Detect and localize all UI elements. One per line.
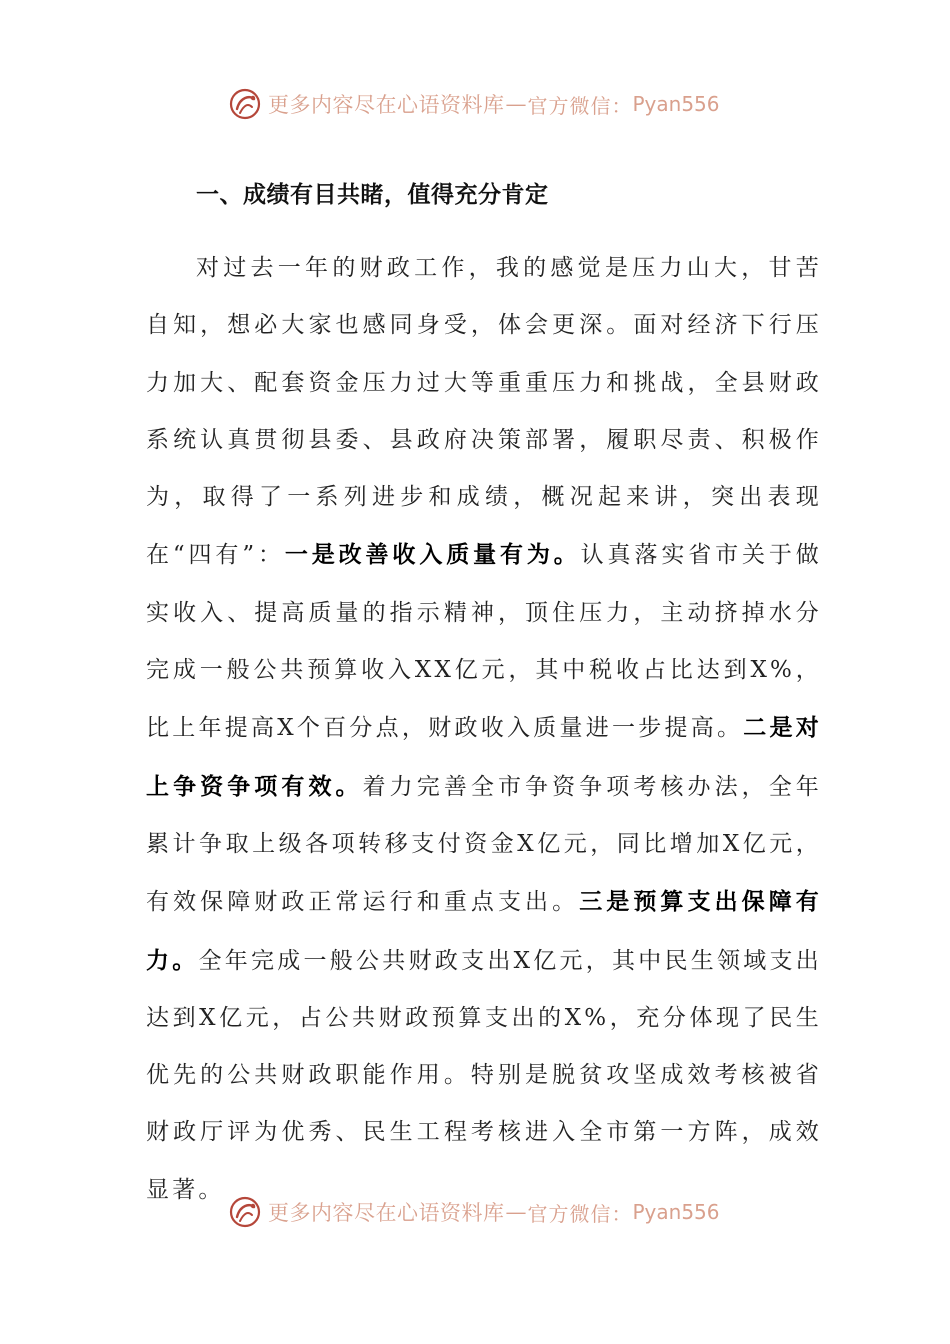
banner-main-text: 更多内容尽在心语资料库 bbox=[268, 1201, 505, 1225]
body-paragraph bbox=[146, 240, 822, 1219]
paragraph-bold-3: 三是预算支出保障有力。 bbox=[146, 888, 822, 974]
section-heading: 一、成绩有目共睹，值得充分肯定 bbox=[196, 182, 549, 208]
header-banner bbox=[228, 82, 720, 126]
banner-wechat-id: Pyan556 bbox=[632, 92, 720, 116]
paragraph-bold-2: 二是对上争资争项有效。 bbox=[146, 714, 822, 800]
xinyu-logo-icon bbox=[228, 87, 262, 121]
banner-tail-text: 官方微信： bbox=[527, 1201, 633, 1226]
paragraph-bold-1: 一是改善收入质量有为。 bbox=[284, 541, 581, 569]
paragraph-part-1: 对过去一年的财政工作，我的感觉是压力山大，甘苦自知，想必大家也感同身受，体会更深。面对经济下行压力加大、配套资金压力过大等重重压力和挑战，全县财政系统认真贯彻县委、县政府决策部署，履职尽责、积极作为，取得了一系列进步和成绩，概况起来讲，突出表现在“四有”： bbox=[146, 255, 822, 569]
paragraph-part-2: 认真落实省市关于做实收入、提高质量的指示精神，顶住压力，主动挤掉水分完成一般公共预算收入XX亿元，其中税收占比达到X%，比上年提高X个百分点，财政收入质量进一步提高。 bbox=[146, 542, 822, 742]
banner-dash: — bbox=[505, 1200, 527, 1224]
xinyu-logo-icon bbox=[228, 1195, 262, 1229]
banner-main-text: 更多内容尽在心语资料库 bbox=[268, 93, 505, 117]
banner-dash: — bbox=[505, 92, 527, 116]
banner-wechat-id: Pyan556 bbox=[632, 1200, 720, 1224]
banner-tail-text: 官方微信： bbox=[527, 93, 633, 118]
paragraph-part-4: 全年完成一般公共财政支出X亿元，其中民生领域支出达到X亿元，占公共财政预算支出的X%，充分体现了民生优先的公共财政职能作用。特别是脱贫攻坚成效考核被省财政厅评为优秀、民生工程考核进入全市第一方阵，成效显著。 bbox=[146, 947, 822, 1203]
paragraph-part-3: 着力完善全市争资争项考核办法，全年累计争取上级各项转移支付资金X亿元，同比增加X亿元，有效保障财政正常运行和重点支出。 bbox=[146, 773, 822, 916]
footer-banner bbox=[228, 1190, 720, 1234]
